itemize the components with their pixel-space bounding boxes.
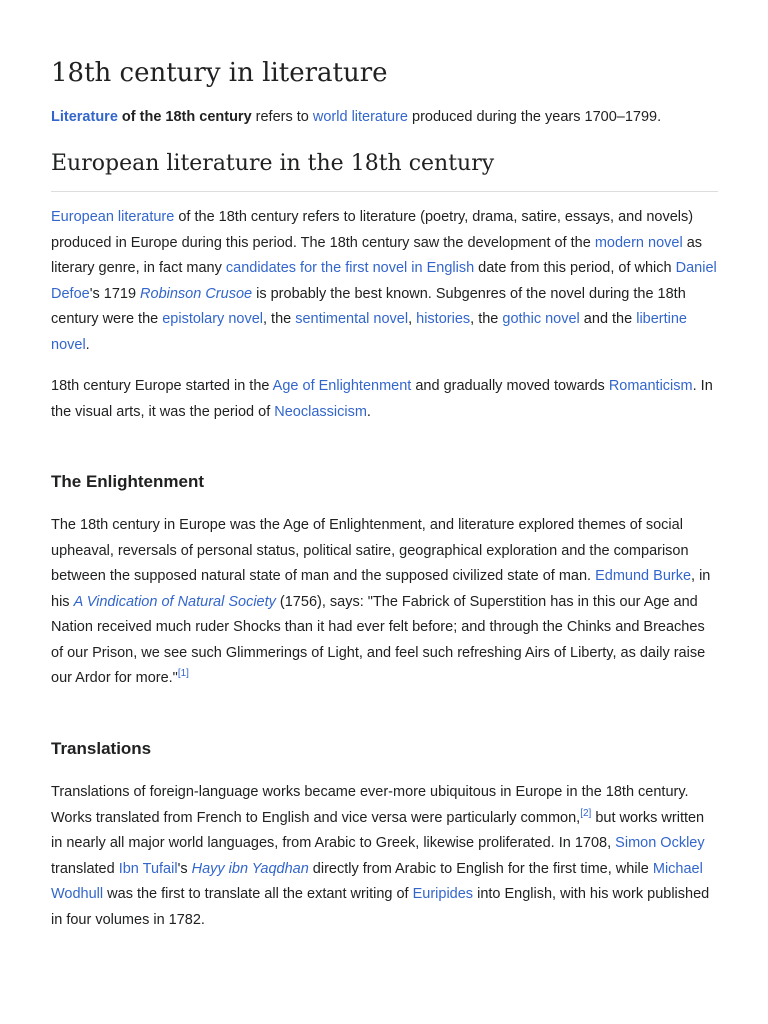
body-text: 's 1719	[89, 285, 141, 302]
link-robinson-crusoe[interactable]	[140, 286, 252, 302]
lead-paragraph	[51, 105, 721, 129]
reference-superscript	[178, 668, 189, 679]
reference-superscript	[580, 808, 591, 819]
lead-text: produced during the years 1700–1799.	[407, 109, 662, 125]
body-text: 's	[177, 860, 192, 877]
enlightenment-paragraph	[51, 513, 718, 692]
link-romanticism[interactable]: Romanticism	[608, 378, 693, 394]
body-text: into English, with his work published in four volumes in 1782.	[51, 886, 710, 928]
body-text: directly from Arabic to English for the first time, while	[308, 860, 653, 877]
link-edmund-burke[interactable]: Edmund Burke	[595, 568, 692, 584]
link-literature[interactable]: Literature	[51, 109, 118, 125]
link-vindication-natural-society[interactable]	[74, 594, 276, 610]
body-text: 18th century Europe started in the	[51, 378, 273, 394]
link-candidates-first-novel[interactable]: candidates for the first novel in English	[225, 260, 475, 276]
link-hayy-ibn-yaqdhan[interactable]	[192, 861, 309, 877]
link-michael-wodhull[interactable]: Michael Wodhull	[51, 860, 703, 902]
body-text: and gradually moved towards	[411, 378, 609, 394]
link-vindication-text: A Vindication of Natural Society	[73, 593, 276, 610]
european-paragraph-2	[51, 374, 718, 425]
link-hayy-text: Hayy ibn Yaqdhan	[191, 860, 309, 877]
link-daniel-defoe[interactable]: Daniel Defoe	[51, 260, 717, 302]
body-text: .	[85, 336, 90, 353]
section-heading-translations: Translations	[51, 739, 152, 758]
body-text: and the	[579, 311, 637, 327]
body-text: .	[366, 403, 371, 420]
body-text: , the	[470, 311, 503, 327]
page-title: 18th century in literature	[51, 58, 388, 88]
body-text: Translations of foreign-language works became ever-more ubiquitous in Europe in the 18th century. Works translated from French to English and vice versa were particularly common,	[51, 784, 689, 826]
body-text: , the	[262, 311, 296, 327]
lead-bold-text: of the 18th century	[117, 109, 252, 125]
link-libertine-novel[interactable]: libertine novel	[51, 311, 687, 353]
body-text: but works written in nearly all major world languages, from Arabic to Greek, likewise proliferated. In 1708,	[51, 809, 705, 851]
body-text: of the 18th century refers to literature (poetry, drama, satire, essays, and novels) produced in Europe during this period. The 18th century saw the development of the	[51, 209, 694, 251]
body-text: (1756), says: "The Fabrick of Superstition has in this our Age and Nation received much ruder Shocks than it had ever felt before; and through the Chinks and Breaches of our Prison, we see such Glimmerings of Light, and feel such refreshing Airs of Liberty, as daily raise our Ardor for more."	[51, 593, 706, 686]
section-heading-european: European literature in the 18th century	[51, 149, 718, 192]
reference-link-1[interactable]: [1]	[177, 668, 189, 680]
body-text: ,	[408, 311, 417, 327]
link-european-literature[interactable]: European literature	[51, 209, 175, 225]
body-text: The 18th century in Europe was the Age of Enlightenment, and literature explored themes of social upheaval, reversals of personal status, political satire, geographical exploration and the comparison between the supposed natural state of man and the supposed civilized state of man.	[51, 517, 689, 584]
european-paragraph-1	[51, 205, 718, 358]
link-robinson-crusoe-text: Robinson Crusoe	[140, 285, 253, 302]
link-epistolary-novel[interactable]: epistolary novel	[162, 311, 263, 327]
body-text: date from this period, of which	[474, 260, 676, 276]
body-text: , in his	[51, 568, 711, 610]
link-gothic-novel[interactable]: gothic novel	[502, 311, 580, 327]
body-text: was the first to translate all the extant writing of	[103, 886, 413, 902]
body-text: as literary genre, in fact many	[51, 234, 703, 276]
lead-text: refers to	[251, 109, 313, 125]
body-text: translated	[51, 860, 119, 877]
link-histories[interactable]: histories	[416, 311, 471, 327]
section-heading-enlightenment: The Enlightenment	[51, 472, 204, 491]
body-text: is probably the best known. Subgenres of the novel during the 18th century were the	[51, 285, 686, 327]
link-modern-novel[interactable]: modern novel	[594, 234, 683, 251]
link-sentimental-novel[interactable]: sentimental novel	[295, 311, 409, 327]
link-world-literature[interactable]: world literature	[312, 109, 408, 125]
reference-link-2[interactable]: [2]	[580, 807, 592, 819]
link-neoclassicism[interactable]: Neoclassicism	[274, 403, 367, 420]
link-age-of-enlightenment[interactable]: Age of Enlightenment	[272, 378, 412, 394]
link-simon-ockley[interactable]: Simon Ockley	[615, 835, 705, 851]
body-text: . In the visual arts, it was the period of	[51, 378, 713, 420]
translations-paragraph	[51, 780, 718, 933]
link-euripides[interactable]: Euripides	[412, 886, 474, 902]
link-ibn-tufail[interactable]: Ibn Tufail	[118, 860, 178, 877]
